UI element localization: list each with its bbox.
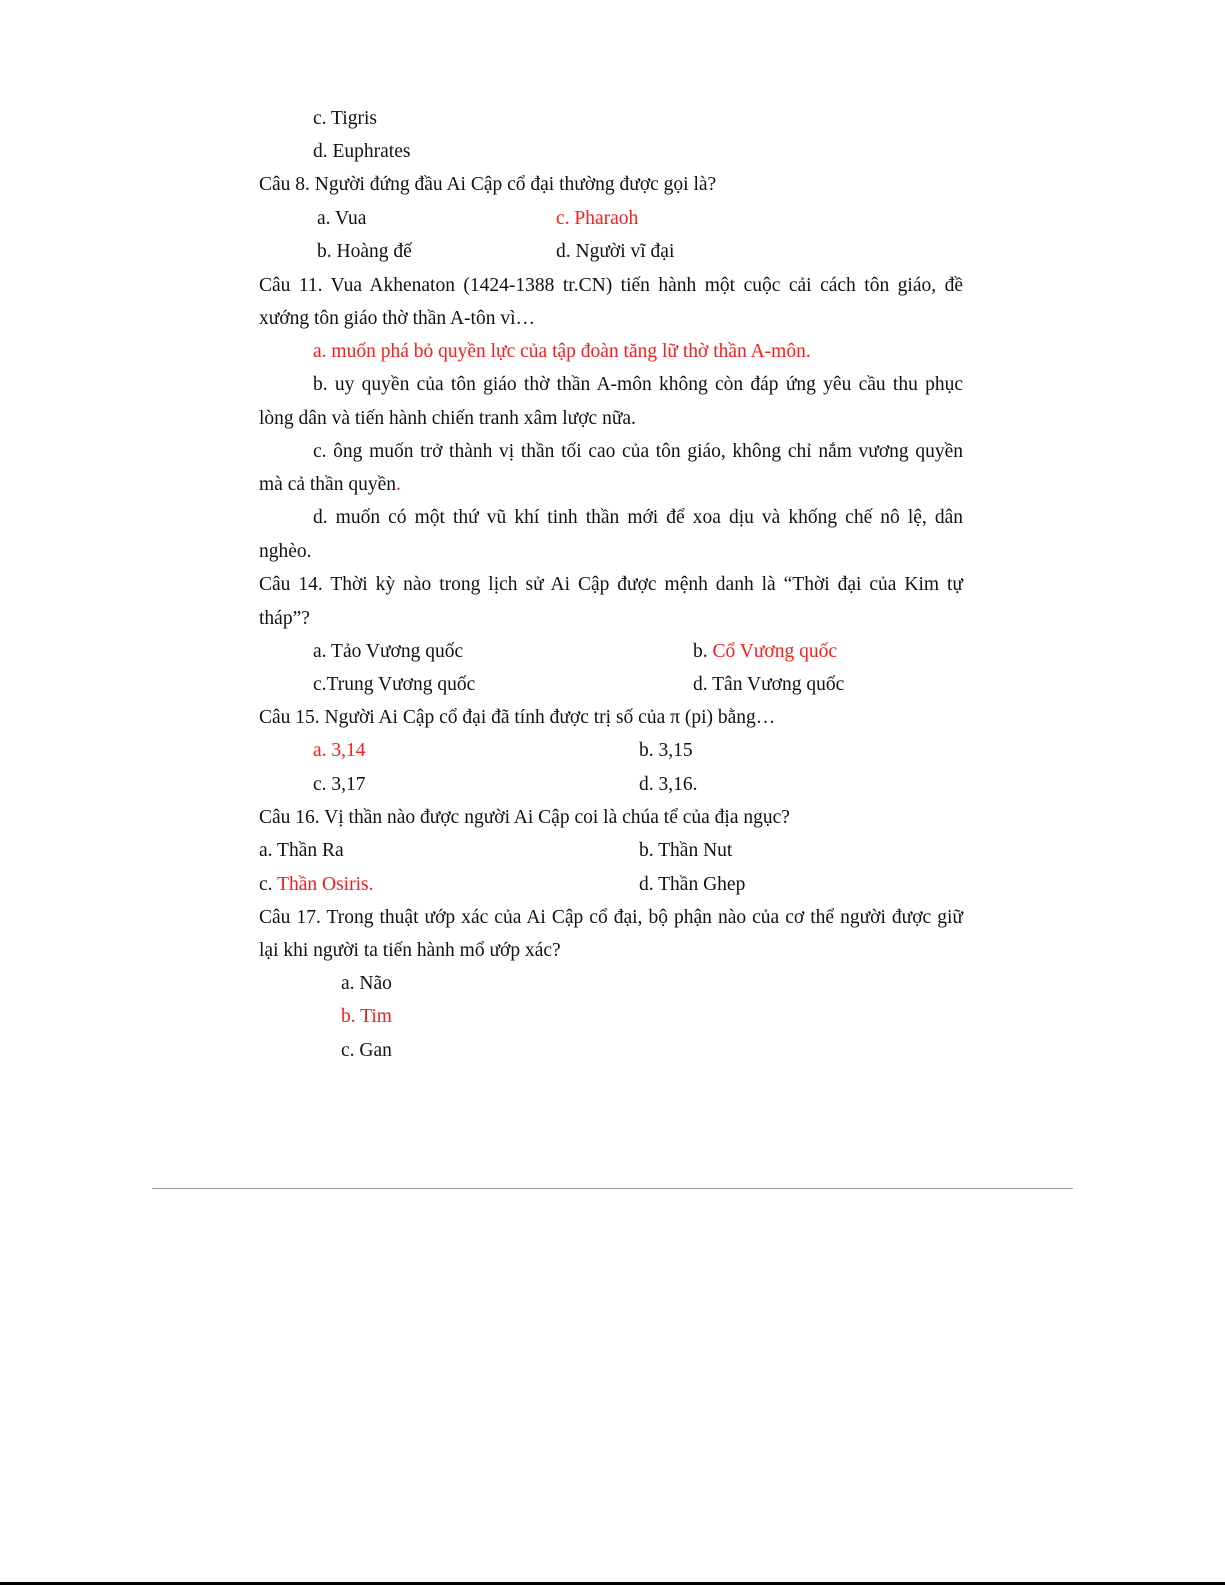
q16-option-c-prefix: c.: [259, 874, 278, 895]
q11-option-c-line-1: c. ông muốn trở thành vị thần tối cao của tôn giáo, không chỉ nắm vương quyền: [313, 441, 963, 462]
q17-question-line-2: lại khi người ta tiến hành mổ ướp xác?: [259, 940, 561, 961]
q7-option-d: d. Euphrates: [313, 141, 411, 162]
q11-option-c-period: .: [396, 474, 401, 495]
q15-option-d: d. 3,16.: [639, 774, 698, 795]
q16-option-b: b. Thần Nut: [639, 840, 733, 861]
q8-option-a: a. Vua: [317, 208, 367, 229]
q11-option-b-line-1: b. uy quyền của tôn giáo thờ thần A-môn không còn đáp ứng yêu cầu thu phục: [313, 374, 963, 395]
q11-question-line-1: Câu 11. Vua Akhenaton (1424-1388 tr.CN) tiến hành một cuộc cải cách tôn giáo, đề: [259, 275, 963, 296]
q8-option-c-answer: c. Pharaoh: [556, 208, 639, 229]
q11-option-b-line-2: lòng dân và tiến hành chiến tranh xâm lược nữa.: [259, 408, 636, 429]
q15-question: Câu 15. Người Ai Cập cổ đại đã tính được trị số của π (pi) bằng…: [259, 707, 776, 728]
q16-option-a: a. Thần Ra: [259, 840, 344, 861]
q7-option-c: c. Tigris: [313, 108, 377, 129]
q16-option-d: d. Thần Ghep: [639, 874, 746, 895]
q16-option-c: [259, 873, 373, 897]
q8-question: Câu 8. Người đứng đầu Ai Cập cổ đại thường được gọi là?: [259, 174, 717, 195]
q14-option-d: d. Tân Vương quốc: [693, 674, 845, 695]
q15-option-c: c. 3,17: [313, 774, 366, 795]
q17-question-line-1: Câu 17. Trong thuật ướp xác của Ai Cập cổ đại, bộ phận nào của cơ thể người được giữ: [259, 907, 963, 928]
q11-question-line-2: xướng tôn giáo thờ thần A-tôn vì…: [259, 308, 536, 329]
q11-option-d-line-1: d. muốn có một thứ vũ khí tinh thần mới để xoa dịu và khống chế nô lệ, dân: [313, 507, 963, 528]
q15-option-a-answer: a. 3,14: [313, 740, 366, 761]
q8-option-b: b. Hoàng đế: [317, 241, 412, 262]
q17-option-c: c. Gan: [341, 1040, 392, 1061]
q17-option-a: a. Não: [341, 973, 392, 994]
q14-question-line-2: tháp”?: [259, 608, 310, 629]
q14-question-line-1: Câu 14. Thời kỳ nào trong lịch sử Ai Cập được mệnh danh là “Thời đại của Kim tự: [259, 574, 963, 595]
q16-option-c-answer: Thần Osiris.: [277, 874, 374, 895]
q8-option-d: d. Người vĩ đại: [556, 241, 675, 262]
q14-option-b: [693, 640, 837, 664]
q16-question: Câu 16. Vị thần nào được người Ai Cập coi là chúa tể của địa ngục?: [259, 807, 790, 828]
q14-option-b-answer: Cổ Vương quốc: [712, 641, 838, 662]
q14-option-a: a. Tảo Vương quốc: [313, 641, 464, 662]
q11-option-c-line-2: [259, 473, 401, 497]
q14-option-c: c.Trung Vương quốc: [313, 674, 476, 695]
q14-option-b-prefix: b.: [693, 641, 713, 662]
q11-option-d-line-2: nghèo.: [259, 541, 312, 562]
page-separator-line: [152, 1188, 1073, 1189]
q11-option-c-line-2-text: mà cả thần quyền: [259, 474, 396, 495]
q11-option-a-answer: a. muốn phá bỏ quyền lực của tập đoàn tăng lữ thờ thần A-môn.: [313, 341, 811, 362]
q15-option-b: b. 3,15: [639, 740, 693, 761]
q17-option-b-answer: b. Tim: [341, 1006, 392, 1027]
